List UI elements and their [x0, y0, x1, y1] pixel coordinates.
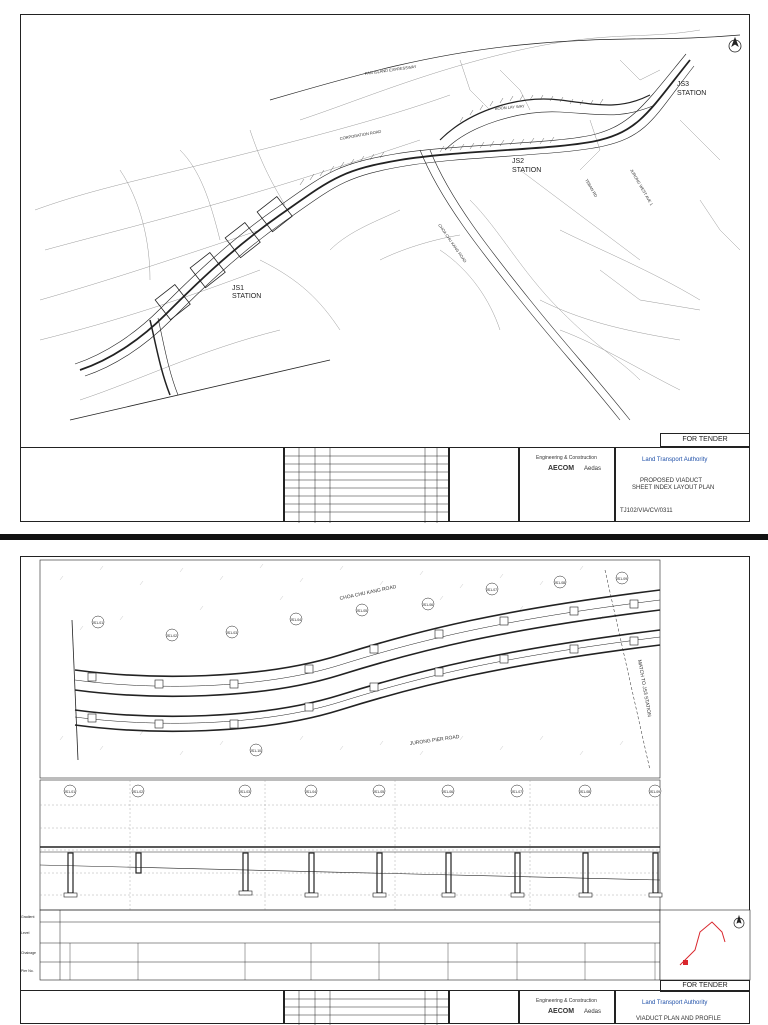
north-arrow-icon — [729, 38, 741, 52]
consultant-aecom: AECOM — [548, 1008, 575, 1015]
station-js3-code: JS3 — [677, 81, 690, 88]
authority-name: Land Transport Authority — [642, 1000, 708, 1006]
title-block-consultants — [519, 447, 615, 522]
title-block-drawing-info — [615, 447, 750, 522]
consultant-aedas: Aedas — [584, 466, 602, 472]
drawing-title-line-1: PROPOSED VIADUCT — [640, 478, 703, 484]
drawing-sheet-2 — [0, 540, 768, 1024]
plan-pier-label: JS1-04 — [290, 618, 302, 622]
profile-pier-label: JS1-09 — [649, 790, 661, 794]
profile-pier-label: JS1-04 — [305, 790, 317, 794]
sheet-2-plan-profile — [0, 540, 768, 1024]
plan-pier-label: JS1-08 — [554, 581, 566, 585]
for-tender-stamp — [660, 980, 750, 992]
road-label: JURONG PIER ROAD — [409, 734, 460, 747]
station-js2-label: STATION — [512, 167, 542, 174]
profile-pier-label: JS1-06 — [442, 790, 454, 794]
profile-row-label: Gradient — [21, 915, 35, 919]
profile-pier-label: JS1-08 — [579, 790, 591, 794]
contractor-name: Engineering & Construction — [536, 455, 597, 461]
plan-pier-label: JS1-07 — [486, 588, 498, 592]
road-label: BOON LAY WAY — [494, 103, 525, 111]
plan-pier-label: JS1-10 — [250, 749, 262, 753]
station-js3-label: STATION — [677, 90, 707, 97]
road-label: PAN ISLAND EXPRESSWAY — [364, 63, 417, 76]
profile-pier-label: JS1-05 — [373, 790, 385, 794]
profile-row-label: Level — [21, 931, 30, 935]
drawing-title-line-2: SHEET INDEX LAYOUT PLAN — [632, 485, 715, 491]
for-tender-stamp — [660, 433, 750, 447]
road-label: CORPORATION ROAD — [339, 128, 382, 141]
drawing-title-line-1: VIADUCT PLAN AND PROFILE — [636, 1016, 721, 1022]
title-block-drawing-info — [615, 990, 750, 1024]
road-label: CHOA CHU KANG ROAD — [437, 222, 468, 264]
title-block-revisions — [284, 447, 449, 522]
plan-pier-label: JS1-09 — [616, 577, 628, 581]
contractor-name: Engineering & Construction — [536, 998, 597, 1004]
profile-pier-label: JS1-07 — [511, 790, 523, 794]
road-label: TEBAN RD — [584, 178, 599, 199]
consultant-aecom: AECOM — [548, 465, 575, 472]
title-block-signatures — [449, 990, 519, 1024]
station-js1-code: JS1 — [232, 285, 245, 292]
title-block-notes — [20, 447, 284, 522]
profile-pier-label: JS1-01 — [64, 790, 76, 794]
title-block-notes — [20, 990, 284, 1024]
profile-pier-label: JS1-02 — [132, 790, 144, 794]
plan-pier-label: JS1-05 — [356, 609, 368, 613]
profile-row-label: Chainage — [21, 951, 36, 955]
drawing-number: TJ102/VIA/CV/0311 — [620, 508, 673, 514]
plan-pier-label: JS1-03 — [226, 631, 238, 635]
road-label: CHOA CHU KANG ROAD — [339, 584, 397, 602]
authority-name: Land Transport Authority — [642, 457, 708, 463]
plan-pier-label: JS1-02 — [166, 634, 178, 638]
plan-pier-label: JS1-06 — [422, 603, 434, 607]
title-block-consultants — [519, 990, 615, 1024]
for-tender-label: FOR TENDER — [682, 982, 728, 989]
profile-pier-label: JS1-03 — [239, 790, 251, 794]
title-block-signatures — [449, 447, 519, 522]
match-line-label: MATCH TO JS3 STATION — [636, 659, 652, 718]
road-label: JURONG WEST AVE 1 — [629, 168, 655, 207]
profile-row-label: Pier No. — [21, 969, 34, 973]
station-js1-label: STATION — [232, 293, 262, 300]
for-tender-label: FOR TENDER — [682, 436, 728, 443]
title-block-revisions — [284, 990, 449, 1024]
station-js2-code: JS2 — [512, 158, 525, 165]
plan-pier-label: JS1-01 — [92, 621, 104, 625]
consultant-aedas: Aedas — [584, 1009, 602, 1015]
